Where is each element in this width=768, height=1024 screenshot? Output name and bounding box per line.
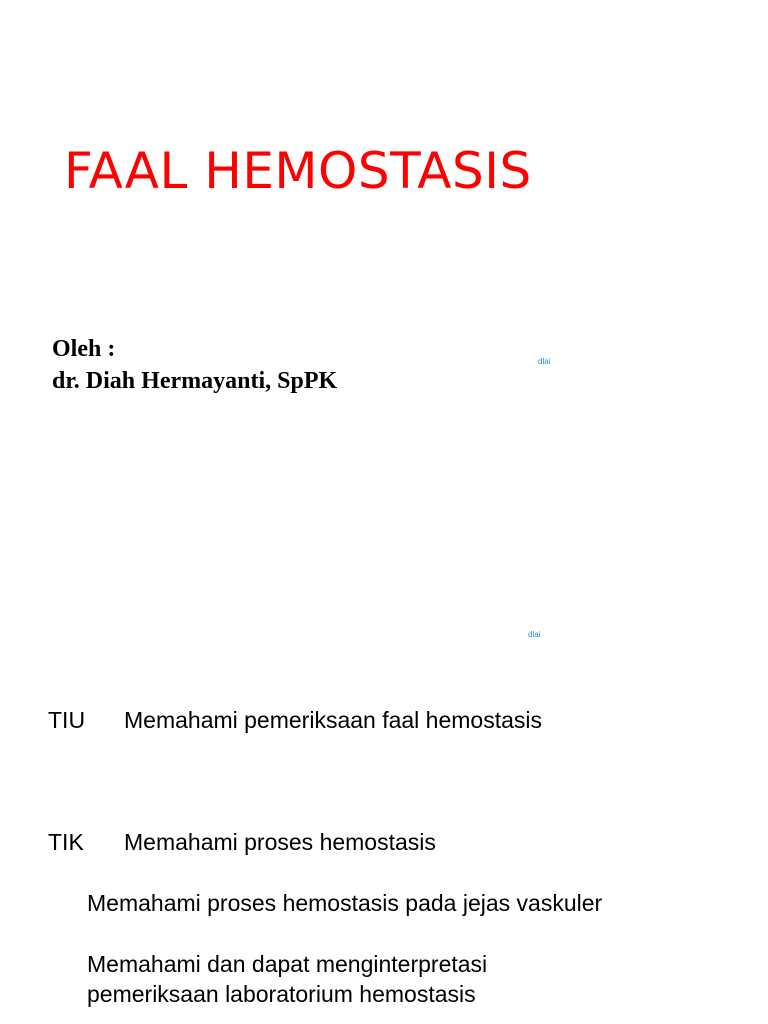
tik-sub-item-1: Memahami proses hemostasis pada jejas vaskuler [87, 890, 603, 916]
author-block [52, 333, 337, 397]
small-label-top: dlai [538, 357, 551, 366]
slide-title: FAAL HEMOSTASIS [64, 142, 532, 200]
tiu-row [48, 705, 542, 735]
tik-row [48, 827, 436, 857]
tik-sub-item-2-line-1: Memahami dan dapat menginterpretasi [87, 951, 488, 977]
tik-sub-item-2 [87, 949, 487, 1009]
small-label-bottom: dlai [528, 630, 541, 639]
tik-label: TIK [48, 829, 84, 855]
tik-sub-item-2-line-2: pemeriksaan laboratorium hemostasis [87, 981, 476, 1007]
tiu-text: Memahami pemeriksaan faal hemostasis [124, 707, 543, 733]
author-intro: Oleh : [52, 336, 116, 362]
author-name: dr. Diah Hermayanti, SpPK [52, 368, 338, 394]
tik-text: Memahami proses hemostasis [124, 829, 436, 855]
tiu-label: TIU [48, 707, 86, 733]
